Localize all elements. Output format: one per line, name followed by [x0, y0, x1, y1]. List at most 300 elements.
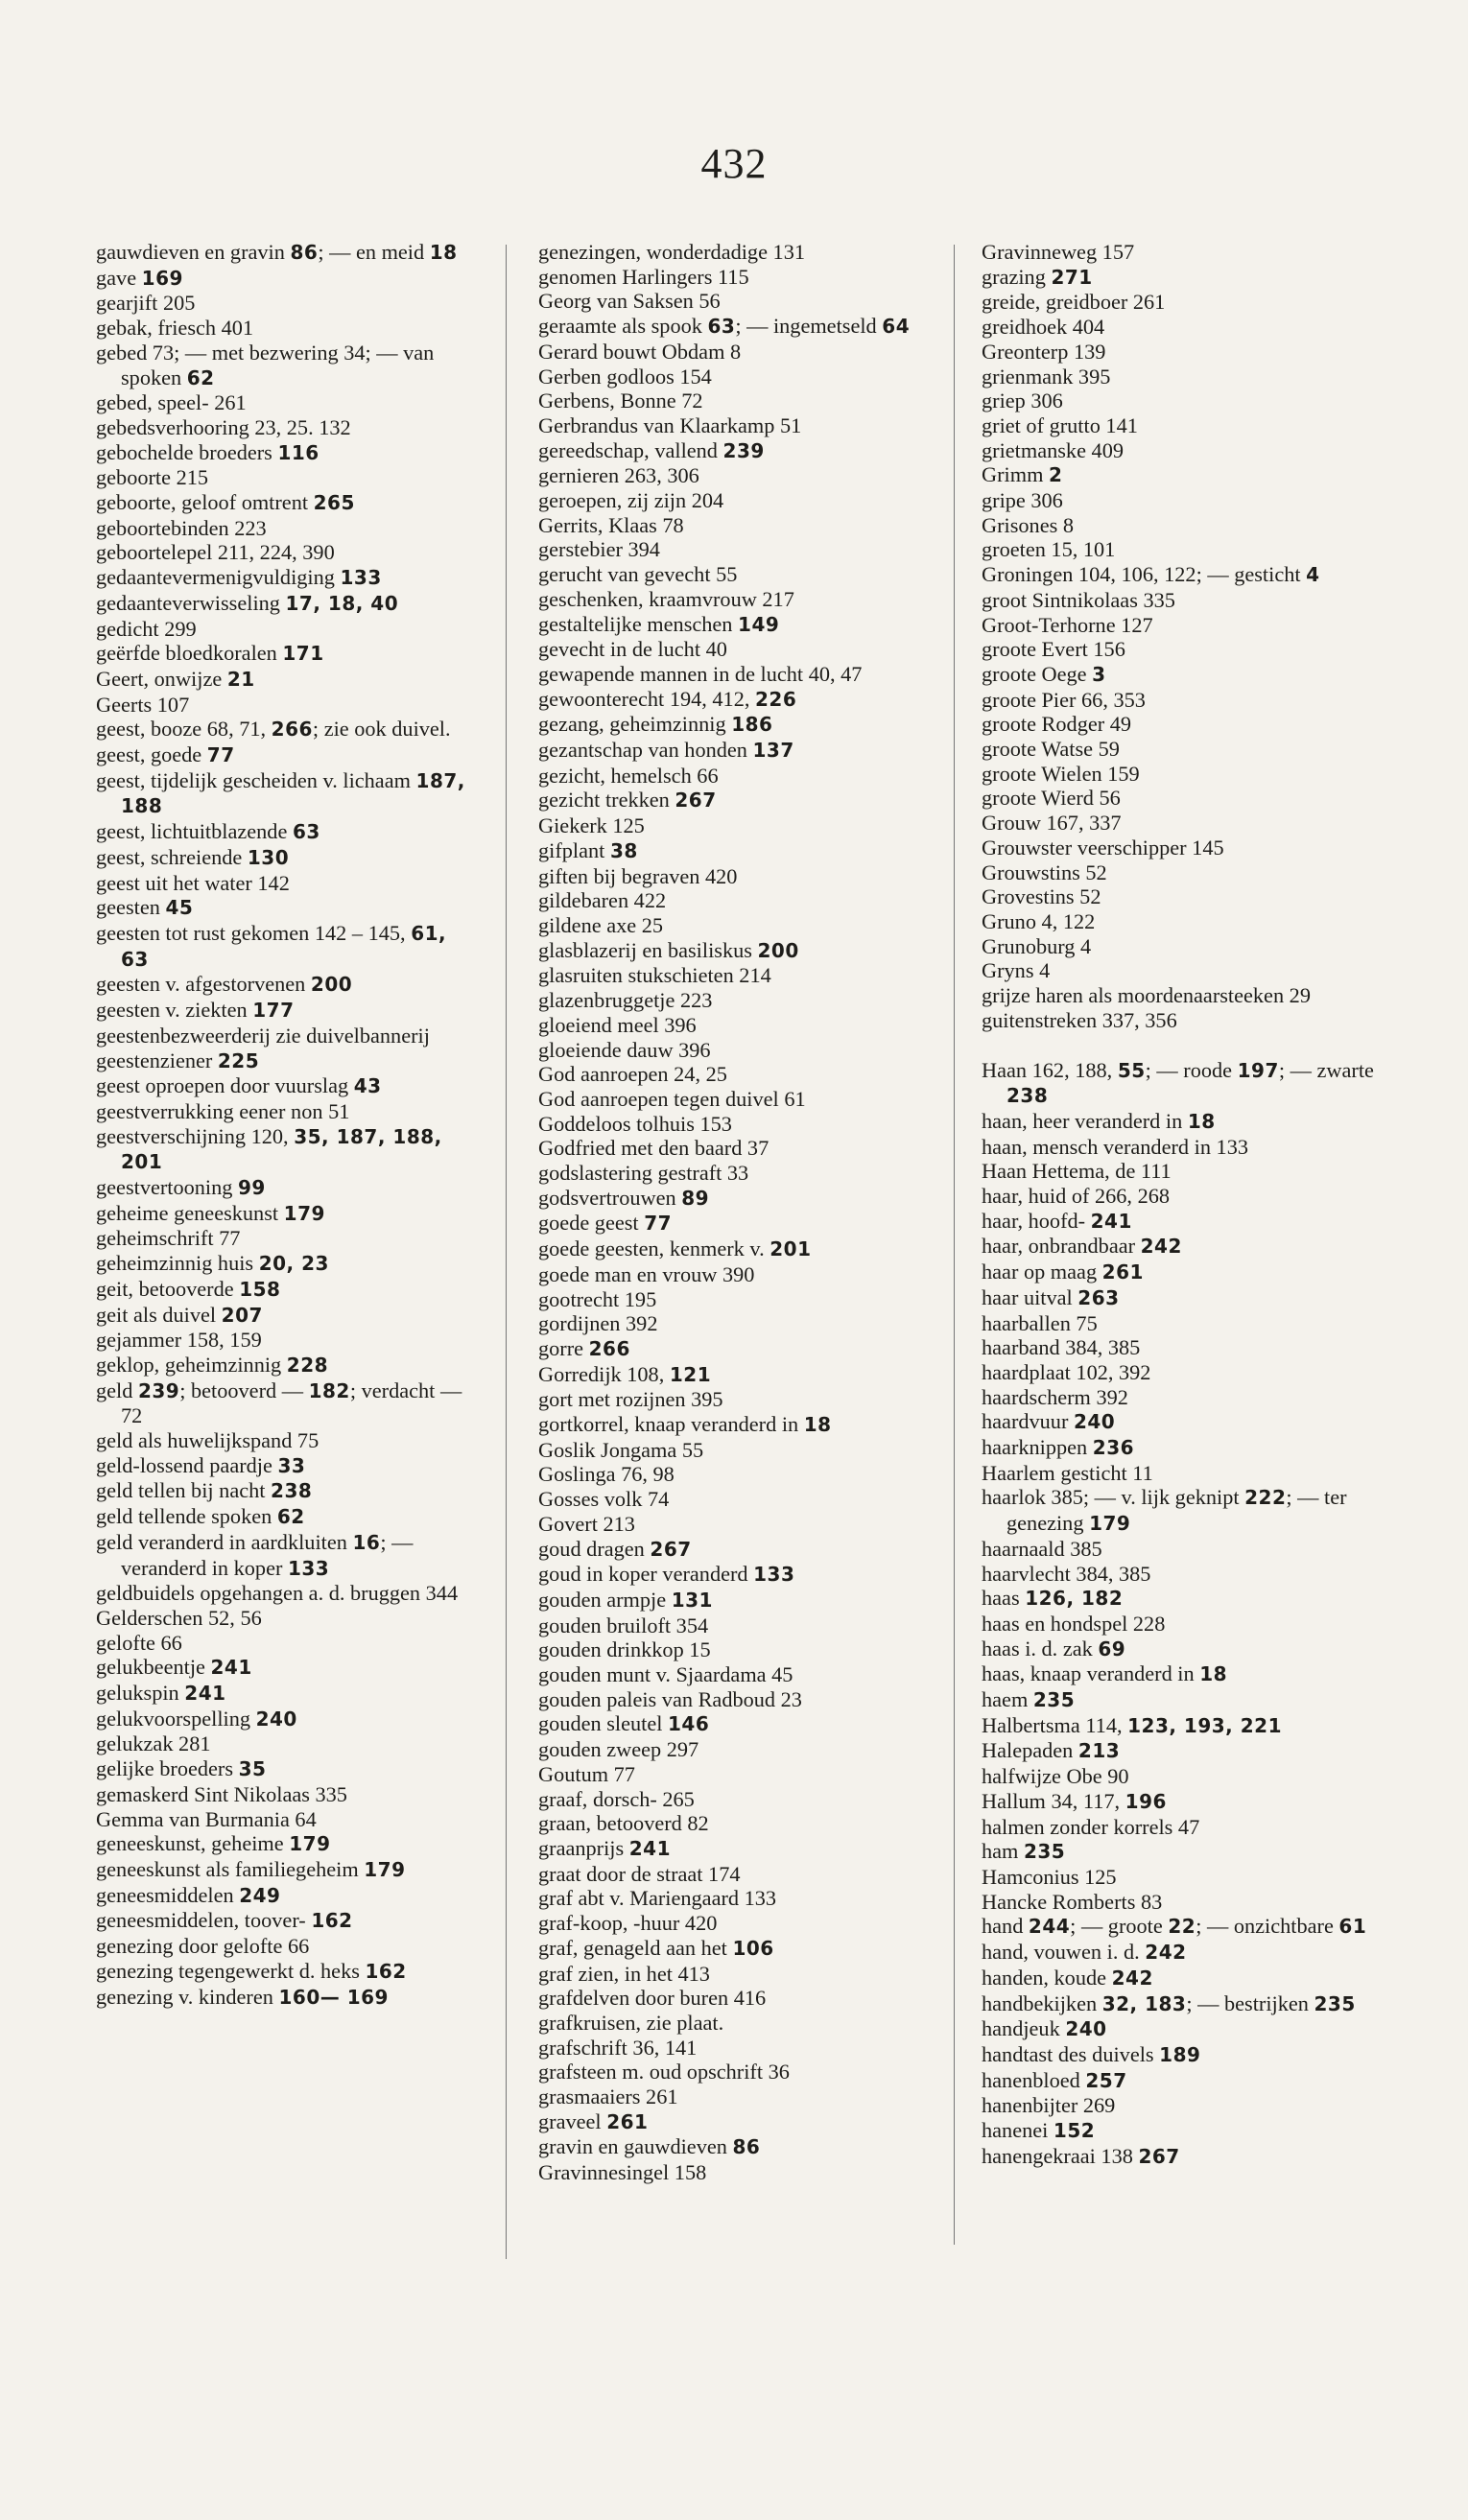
index-entry: gedicht 299 — [96, 616, 197, 641]
index-entry: haar, hoofd- 241 — [982, 1208, 1132, 1233]
index-entry: genezing v. kinderen 160— 169 — [96, 1984, 389, 2009]
index-entry: grienmank 395 — [982, 364, 1111, 389]
index-entry: gelijke broeders 35 — [96, 1756, 267, 1781]
index-entry: gripe 306 — [982, 488, 1063, 513]
index-entry: haarlok 385; — v. lijk geknipt 222; — ter genezing 179 — [982, 1485, 1347, 1536]
page-reference-bold: 160— 169 — [278, 1985, 389, 2009]
index-entry: gouden bruiloft 354 — [538, 1613, 709, 1637]
page-reference-bold: 21 — [226, 667, 255, 691]
index-entry: Goslinga 76, 98 — [538, 1462, 675, 1487]
index-entry: gildene axe 25 — [538, 912, 664, 937]
index-entry: gedaantevermenigvuldiging 133 — [96, 565, 382, 590]
page-reference-bold: 64 — [882, 315, 911, 339]
index-entry: geest, lichtuitblazende 63 — [96, 819, 320, 844]
index-entry: gouden zweep 297 — [538, 1737, 699, 1762]
page-reference-bold: 197 — [1237, 1058, 1279, 1082]
index-entry: gouden paleis van Radboud 23 — [538, 1686, 802, 1711]
index-entry: geit als duivel 207 — [96, 1302, 263, 1327]
page-reference-bold: 63 — [707, 315, 736, 339]
page-reference-bold: 249 — [239, 1883, 281, 1907]
page-reference-bold: 62 — [276, 1505, 305, 1529]
index-column-2 — [538, 240, 970, 2185]
index-entry: Gorredijk 108, 121 — [538, 1361, 712, 1386]
index-entry: geld-lossend paardje 33 — [96, 1452, 306, 1477]
page-reference-bold: 242 — [1145, 1941, 1187, 1965]
page-reference-bold: 241 — [628, 1837, 671, 1860]
page-reference-bold: 133 — [753, 1563, 795, 1587]
page-reference-bold: 266 — [588, 1336, 630, 1360]
index-entry: gebed, speel- 261 — [96, 390, 247, 415]
page-reference-bold: 177 — [252, 999, 295, 1023]
page-reference-bold: 244 — [1028, 1915, 1071, 1939]
index-entry: Grouwster veerschipper 145 — [982, 835, 1224, 860]
page-reference-bold: 182 — [308, 1378, 350, 1402]
page-reference-bold: 196 — [1125, 1789, 1167, 1813]
index-entry: geest uit het water 142 — [96, 870, 290, 895]
page-reference-bold: 89 — [681, 1186, 710, 1210]
index-entry: Greonterp 139 — [982, 339, 1106, 364]
index-entry: Gravinneweg 157 — [982, 240, 1135, 264]
page-reference-bold: 35, 187, 188, 201 — [121, 1124, 442, 1174]
page-reference-bold: 179 — [283, 1201, 325, 1225]
index-entry: genezing door gelofte 66 — [96, 1934, 310, 1959]
page-reference-bold: 35 — [238, 1757, 267, 1781]
index-entry: Hamconius 125 — [982, 1865, 1117, 1889]
index-entry: Gravinnesingel 158 — [538, 2160, 707, 2185]
index-entry: geheimschrift 77 — [96, 1226, 241, 1251]
index-entry: groote Evert 156 — [982, 637, 1125, 662]
index-entry: haas i. d. zak 69 — [982, 1636, 1126, 1660]
page-reference-bold: 179 — [364, 1858, 406, 1881]
index-entry: Halbertsma 114, 123, 193, 221 — [982, 1712, 1282, 1737]
page-reference-bold: 22 — [1168, 1915, 1196, 1939]
page-reference-bold: 18 — [1187, 1109, 1216, 1133]
index-entry: geboortebinden 223 — [96, 515, 267, 540]
page-reference-bold: 17, 18, 40 — [285, 591, 399, 615]
index-entry: graf-koop, -huur 420 — [538, 1911, 718, 1936]
index-entry: giften bij begraven 420 — [538, 863, 738, 888]
index-entry: gave 169 — [96, 265, 183, 290]
index-entry: groote Oege 3 — [982, 661, 1106, 686]
page-reference-bold: 236 — [1092, 1436, 1135, 1460]
index-entry: gloeiend meel 396 — [538, 1012, 697, 1037]
page-reference-bold: 86 — [290, 241, 319, 264]
index-entry: graveel 261 — [538, 2108, 649, 2133]
index-entry: grafdelven door buren 416 — [538, 1986, 767, 2011]
index-entry: handbekijken 32, 183; — bestrijken 235 — [982, 1990, 1356, 2015]
index-entry: godsvertrouwen 89 — [538, 1185, 710, 1210]
index-entry: grazing 271 — [982, 264, 1093, 289]
page-reference-bold: 4 — [1306, 563, 1320, 587]
index-entry: Hancke Romberts 83 — [982, 1889, 1163, 1914]
index-entry: gelofte 66 — [96, 1630, 182, 1655]
index-entry: greidhoek 404 — [982, 315, 1105, 340]
index-entry: graanprijs 241 — [538, 1836, 671, 1860]
index-entry: goud dragen 267 — [538, 1536, 692, 1561]
page-reference-bold: 77 — [644, 1212, 673, 1236]
index-entry: grijze haren als moordenaarsteeken 29 — [982, 983, 1311, 1008]
index-entry: geldbuidels opgehangen a. d. bruggen 344 — [96, 1581, 459, 1606]
index-entry: hanengekraai 138 267 — [982, 2143, 1180, 2168]
index-entry: gernieren 263, 306 — [538, 463, 699, 488]
index-entry: grietmanske 409 — [982, 437, 1124, 462]
index-entry: greide, greidboer 261 — [982, 290, 1166, 315]
index-entry: haas en hondspel 228 — [982, 1611, 1166, 1636]
index-entry: geestverrukking eener non 51 — [96, 1098, 350, 1123]
index-entry: gouden munt v. Sjaardama 45 — [538, 1662, 793, 1687]
page-reference-bold: 241 — [184, 1682, 226, 1706]
page-reference-bold: 152 — [1053, 2119, 1096, 2143]
index-entry: gelukbeentje 241 — [96, 1655, 252, 1680]
index-entry: graaf, dorsch- 265 — [538, 1786, 695, 1811]
index-entry: Haan 162, 188, 55; — roode 197; — zwarte 238 — [982, 1057, 1374, 1108]
index-entry: gortkorrel, knaap veranderd in 18 — [538, 1412, 832, 1437]
index-entry: geheime geneeskunst 179 — [96, 1200, 325, 1225]
index-entry: Gosses volk 74 — [538, 1487, 670, 1512]
index-entry: grafkruisen, zie plaat. — [538, 2010, 724, 2035]
index-entry: haas, knaap veranderd in 18 — [982, 1661, 1228, 1686]
page-reference-bold: 200 — [310, 973, 353, 997]
page-reference-bold: 18 — [429, 241, 458, 264]
index-entry: Grimm 2 — [982, 462, 1063, 487]
page-reference-bold: 61 — [1338, 1915, 1367, 1939]
page-reference-bold: 133 — [340, 566, 382, 590]
index-entry: gewoonterecht 194, 412, 226 — [538, 686, 797, 711]
page-reference-bold: 18 — [803, 1413, 832, 1437]
index-entry: grasmaaiers 261 — [538, 2084, 678, 2109]
index-entry: geërfde bloedkoralen 171 — [96, 641, 324, 666]
index-entry: glazenbruggetje 223 — [538, 988, 713, 1013]
index-entry: groote Wielen 159 — [982, 761, 1140, 786]
index-entry: haarknippen 236 — [982, 1435, 1135, 1460]
index-entry: Gryns 4 — [982, 958, 1051, 983]
page-reference-bold: 261 — [1101, 1260, 1144, 1284]
page-reference-bold: 222 — [1244, 1486, 1287, 1510]
index-entry: gebak, friesch 401 — [96, 316, 254, 341]
page-reference-bold: 130 — [247, 845, 290, 869]
column-divider — [954, 245, 955, 2245]
index-entry: Gruno 4, 122 — [982, 908, 1096, 933]
index-entry: haem 235 — [982, 1687, 1076, 1712]
index-entry: gebedsverhooring 23, 25. 132 — [96, 414, 351, 439]
page-reference-bold: 179 — [1089, 1512, 1131, 1536]
index-entry: grafschrift 36, 141 — [538, 2035, 698, 2060]
page-reference-bold: 86 — [732, 2135, 761, 2159]
page-reference-bold: 137 — [752, 739, 794, 763]
index-entry: gejammer 158, 159 — [96, 1328, 262, 1353]
index-entry: genezing tegengewerkt d. heks 162 — [96, 1958, 407, 1983]
page-reference-bold: 240 — [1073, 1410, 1116, 1434]
index-entry: haas 126, 182 — [982, 1586, 1124, 1611]
index-entry: guitenstreken 337, 356 — [982, 1007, 1177, 1032]
page-reference-bold: 266 — [271, 718, 313, 742]
index-entry: griep 306 — [982, 389, 1063, 413]
page-reference-bold: 99 — [238, 1176, 266, 1200]
index-entry: geesten tot rust gekomen 142 – 145, 61, 63 — [96, 920, 447, 971]
index-entry: geklop, geheimzinnig 228 — [96, 1352, 329, 1377]
page-reference-bold: 271 — [1051, 265, 1093, 289]
index-entry: Grovestins 52 — [982, 884, 1101, 909]
page-reference-bold: 207 — [221, 1303, 263, 1327]
page-reference-bold: 169 — [141, 266, 183, 290]
page-reference-bold: 226 — [755, 687, 797, 711]
index-entry: gezicht trekken 267 — [538, 788, 717, 813]
index-entry: Giekerk 125 — [538, 813, 645, 838]
index-entry: groote Pier 66, 353 — [982, 687, 1146, 712]
index-entry: goede geesten, kenmerk v. 201 — [538, 1236, 812, 1261]
index-entry: gedaanteverwisseling 17, 18, 40 — [96, 590, 399, 615]
index-entry: graat door de straat 174 — [538, 1861, 741, 1886]
index-entry: graf abt v. Mariengaard 133 — [538, 1886, 777, 1911]
index-entry: haarballen 75 — [982, 1310, 1098, 1335]
index-entry: hand, vouwen i. d. 242 — [982, 1940, 1187, 1965]
index-entry: Geert, onwijze 21 — [96, 666, 255, 691]
page-reference-bold: 18 — [1199, 1662, 1228, 1686]
index-entry: Grunoburg 4 — [982, 933, 1092, 958]
page-reference-bold: 171 — [282, 642, 324, 666]
page-reference-bold: 133 — [287, 1556, 330, 1580]
page-number: 432 — [700, 140, 768, 187]
page-reference-bold: 106 — [732, 1936, 774, 1960]
index-entry: glasblazerij en basiliskus 200 — [538, 937, 799, 962]
page-reference-bold: 242 — [1140, 1235, 1182, 1259]
page-reference-bold: 240 — [1065, 2017, 1107, 2041]
index-entry: goud in koper veranderd 133 — [538, 1562, 795, 1587]
index-entry: graf zien, in het 413 — [538, 1961, 710, 1986]
index-entry: Georg van Saksen 56 — [538, 289, 721, 314]
index-entry: geest, tijdelijk gescheiden v. lichaam 187, 188 — [96, 767, 465, 818]
index-entry: gereedschap, vallend 239 — [538, 437, 765, 462]
index-entry: groot Sintnikolaas 335 — [982, 587, 1175, 612]
page-reference-bold: 242 — [1111, 1966, 1153, 1990]
index-entry: gouden drinkkop 15 — [538, 1637, 711, 1662]
index-entry: Gerrits, Klaas 78 — [538, 512, 684, 537]
page-reference-bold: 235 — [1023, 1840, 1066, 1864]
index-entry: gestaltelijke menschen 149 — [538, 611, 780, 636]
index-entry: Grouw 167, 337 — [982, 811, 1122, 836]
index-entry: glasruiten stukschieten 214 — [538, 963, 771, 988]
page-reference-bold: 225 — [217, 1048, 260, 1072]
index-entry: geschenken, kraamvrouw 217 — [538, 586, 794, 611]
index-entry: haarband 384, 385 — [982, 1335, 1141, 1360]
index-column-1 — [96, 240, 480, 2010]
page-reference-bold: 32, 183 — [1101, 1991, 1187, 2015]
page-reference-bold: 158 — [239, 1277, 281, 1301]
page-reference-bold: 126, 182 — [1025, 1587, 1124, 1611]
index-entry: geroepen, zij zijn 204 — [538, 488, 724, 513]
page-reference-bold: 239 — [137, 1378, 180, 1402]
index-entry: geesten v. afgestorvenen 200 — [96, 972, 353, 997]
index-entry: hand 244; — groote 22; — onzichtbare 61 — [982, 1914, 1367, 1939]
index-entry: haarnaald 385 — [982, 1536, 1102, 1561]
page-reference-bold: 189 — [1159, 2042, 1201, 2066]
index-entry: haardscherm 392 — [982, 1384, 1128, 1409]
page-reference-bold: 235 — [1314, 1991, 1356, 2015]
index-entry: geboortelepel 211, 224, 390 — [96, 540, 335, 565]
index-entry: Goslik Jongama 55 — [538, 1437, 704, 1462]
page-reference-bold: 267 — [675, 789, 717, 813]
index-entry: groote Watse 59 — [982, 737, 1120, 762]
index-entry: groeten 15, 101 — [982, 537, 1116, 562]
page-reference-bold: 33 — [277, 1453, 306, 1477]
index-entry: graan, betooverd 82 — [538, 1811, 709, 1836]
index-entry: Govert 213 — [538, 1511, 635, 1536]
page-reference-bold: 241 — [1090, 1209, 1132, 1233]
index-entry: genomen Harlingers 115 — [538, 264, 749, 289]
index-entry: griet of grutto 141 — [982, 412, 1138, 437]
page-reference-bold: 238 — [1006, 1084, 1049, 1108]
page-reference-bold: 241 — [210, 1656, 252, 1680]
index-entry: handen, koude 242 — [982, 1965, 1153, 1990]
page-reference-bold: 265 — [313, 491, 355, 515]
page-reference-bold: 257 — [1085, 2068, 1127, 2092]
index-entry: handtast des duivels 189 — [982, 2041, 1201, 2066]
page-reference-bold: 69 — [1098, 1637, 1126, 1660]
page-reference-bold: 3 — [1092, 662, 1106, 686]
page-reference-bold: 201 — [770, 1237, 812, 1261]
index-entry: geneesmiddelen, toover- 162 — [96, 1908, 353, 1933]
index-entry: geestenziener 225 — [96, 1048, 260, 1072]
page-reference-bold: 200 — [757, 938, 799, 962]
index-entry: gewapende mannen in de lucht 40, 47 — [538, 661, 863, 686]
index-entry: geld 239; betooverd — 182; verdacht — 72 — [96, 1378, 462, 1428]
index-entry: Goddeloos tolhuis 153 — [538, 1111, 732, 1136]
index-entry: geest, booze 68, 71, 266; zie ook duivel. — [96, 717, 451, 742]
index-entry: gerucht van gevecht 55 — [538, 562, 738, 587]
index-entry: ham 235 — [982, 1839, 1066, 1864]
column-divider — [506, 245, 507, 2259]
page-reference-bold: 2 — [1048, 463, 1063, 487]
index-entry: gifplant 38 — [538, 837, 638, 862]
index-entry: grafsteen m. oud opschrift 36 — [538, 2060, 790, 2084]
index-entry: halfwijze Obe 90 — [982, 1764, 1129, 1789]
page-reference-bold: 179 — [289, 1832, 331, 1856]
index-entry: geesten 45 — [96, 895, 194, 920]
index-entry: gorre 266 — [538, 1335, 630, 1360]
page-reference-bold: 123, 193, 221 — [1127, 1713, 1282, 1737]
index-entry: Groot-Terhorne 127 — [982, 612, 1153, 637]
index-entry: gordijnen 392 — [538, 1311, 658, 1336]
index-entry: geboorte, geloof omtrent 265 — [96, 490, 355, 515]
page-reference-bold: 116 — [277, 440, 320, 464]
index-entry: Haan Hettema, de 111 — [982, 1159, 1172, 1184]
index-entry: gelukzak 281 — [96, 1731, 211, 1756]
index-entry: geboorte 215 — [96, 465, 209, 490]
index-entry: Hallum 34, 117, 196 — [982, 1788, 1167, 1813]
index-entry: gezicht, hemelsch 66 — [538, 763, 719, 788]
page-reference-bold: 239 — [722, 438, 765, 462]
index-entry: gouden sleutel 146 — [538, 1711, 710, 1736]
index-entry: handjeuk 240 — [982, 2016, 1107, 2041]
index-entry: geld als huwelijkspand 75 — [96, 1428, 320, 1453]
index-entry: genezingen, wonderdadige 131 — [538, 240, 805, 264]
index-entry: hanenbloed 257 — [982, 2067, 1127, 2092]
index-entry: Grouwstins 52 — [982, 860, 1107, 884]
index-entry: godslastering gestraft 33 — [538, 1161, 749, 1186]
index-entry: geheimzinnig huis 20, 23 — [96, 1251, 329, 1276]
index-entry: groote Rodger 49 — [982, 712, 1132, 737]
index-entry: haardvuur 240 — [982, 1409, 1116, 1434]
index-entry: graf, genageld aan het 106 — [538, 1935, 774, 1960]
index-entry: geld veranderd in aardkluiten 16; — veranderd in koper 133 — [96, 1529, 414, 1580]
index-entry: gerstebier 394 — [538, 537, 660, 562]
index-entry: Gerbens, Bonne 72 — [538, 389, 703, 413]
index-entry: groote Wierd 56 — [982, 786, 1121, 811]
page-reference-bold: 228 — [286, 1353, 329, 1377]
page-reference-bold: 38 — [609, 838, 638, 862]
index-entry: Goutum 77 — [538, 1761, 635, 1786]
index-column-3 — [982, 240, 1375, 2169]
page-reference-bold: 63 — [292, 820, 320, 844]
index-entry: Halepaden 213 — [982, 1738, 1121, 1763]
index-entry: geesten v. ziekten 177 — [96, 998, 295, 1023]
index-entry: geneeskunst, geheime 179 — [96, 1831, 331, 1856]
page-reference-bold: 267 — [650, 1537, 692, 1561]
page-reference-bold: 235 — [1032, 1688, 1076, 1712]
page-reference-bold: 186 — [731, 713, 773, 737]
index-entry: gort met rozijnen 395 — [538, 1387, 723, 1412]
index-entry: gouden armpje 131 — [538, 1587, 713, 1612]
index-entry: gauwdieven en gravin 86; — en meid 18 — [96, 240, 458, 264]
page-reference-bold: 240 — [255, 1707, 297, 1731]
page-reference-bold: 77 — [206, 743, 235, 767]
index-entry: gebed 73; — met bezwering 34; — van spoken 62 — [96, 340, 435, 389]
index-entry: gezantschap van honden 137 — [538, 738, 794, 763]
index-entry: Gerbrandus van Klaarkamp 51 — [538, 412, 802, 437]
index-entry: geest, schreiende 130 — [96, 844, 290, 869]
index-entry: goede man en vrouw 390 — [538, 1261, 755, 1286]
index-entry: goede geest 77 — [538, 1211, 673, 1236]
index-entry: geest oproepen door vuurslag 43 — [96, 1073, 382, 1098]
index-entry: hanenbijter 269 — [982, 2093, 1116, 2118]
page-reference-bold: 146 — [668, 1712, 710, 1736]
index-entry: gebochelde broeders 116 — [96, 439, 320, 464]
index-entry: haarvlecht 384, 385 — [982, 1561, 1151, 1586]
index-entry: gelukvoorspelling 240 — [96, 1706, 297, 1731]
index-entry: Groningen 104, 106, 122; — gesticht 4 — [982, 562, 1320, 587]
index-entry: gevecht in de lucht 40 — [538, 637, 727, 662]
index-entry: geld tellende spoken 62 — [96, 1504, 305, 1529]
index-entry: God aanroepen tegen duivel 61 — [538, 1086, 806, 1111]
index-entry: halmen zonder korrels 47 — [982, 1814, 1200, 1839]
index-entry: haar, huid of 266, 268 — [982, 1184, 1171, 1209]
page-reference-bold: 261 — [606, 2109, 649, 2133]
page-reference-bold: 20, 23 — [258, 1252, 329, 1276]
page-reference-bold: 267 — [1138, 2144, 1180, 2168]
index-entry: haan, mensch veranderd in 133 — [982, 1134, 1248, 1159]
index-entry: Haarlem gesticht 11 — [982, 1460, 1153, 1485]
index-entry: Godfried met den baard 37 — [538, 1136, 770, 1161]
page-reference-bold: 238 — [271, 1479, 313, 1503]
index-entry: haar, onbrandbaar 242 — [982, 1234, 1182, 1259]
index-entry: geestvertooning 99 — [96, 1175, 266, 1200]
page-reference-bold: 263 — [1077, 1285, 1120, 1309]
index-entry: gelukspin 241 — [96, 1681, 226, 1706]
index-entry: geneesmiddelen 249 — [96, 1882, 281, 1907]
index-entry: gemaskerd Sint Nikolaas 335 — [96, 1781, 347, 1806]
index-entry: gezang, geheimzinnig 186 — [538, 712, 773, 737]
index-entry: Geerts 107 — [96, 692, 190, 717]
page-reference-bold: 149 — [738, 612, 780, 636]
index-entry: haar uitval 263 — [982, 1284, 1120, 1309]
index-entry: geest, goede 77 — [96, 742, 235, 767]
index-entry: geld tellen bij nacht 238 — [96, 1478, 313, 1503]
index-entry: gravin en gauwdieven 86 — [538, 2134, 761, 2159]
page-reference-bold: 55 — [1117, 1058, 1146, 1082]
page-reference-bold: 162 — [311, 1909, 353, 1933]
page-reference-bold: 131 — [671, 1588, 713, 1612]
index-entry: gildebaren 422 — [538, 888, 667, 913]
